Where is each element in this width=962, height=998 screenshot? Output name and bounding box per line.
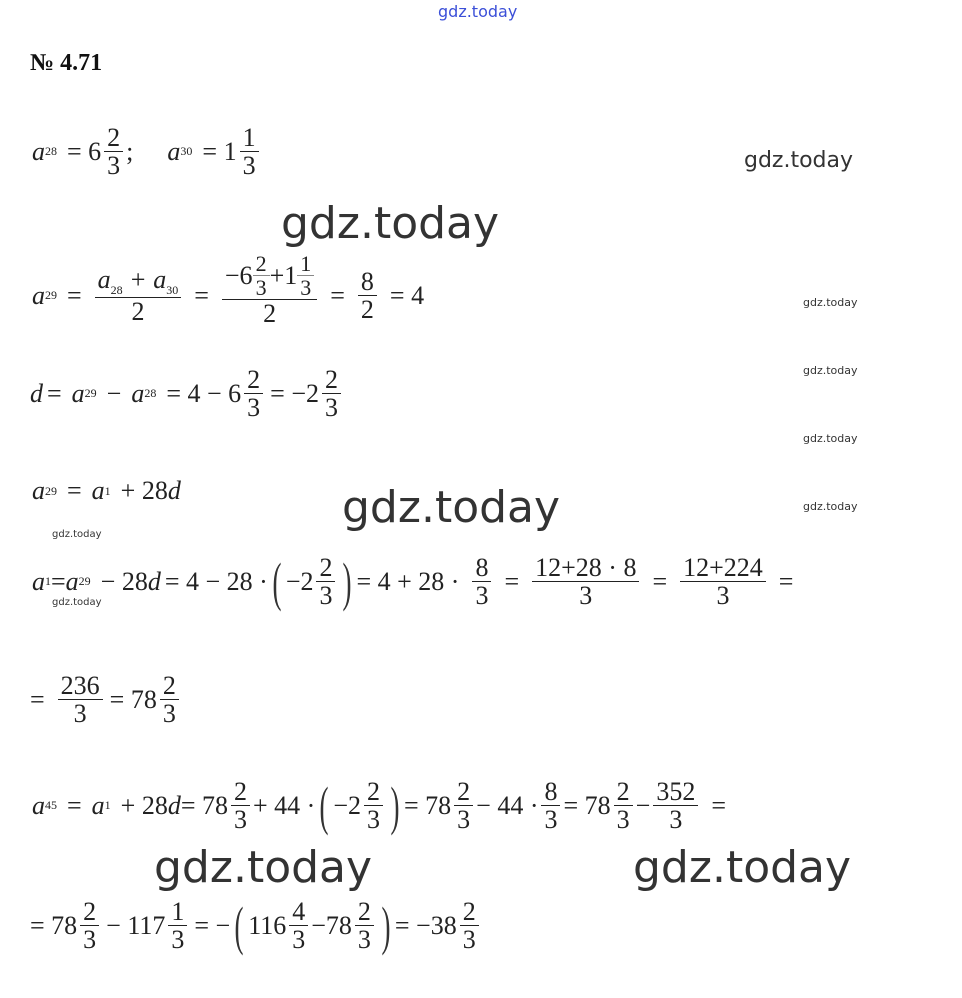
watermark: gdz.today bbox=[744, 148, 854, 173]
text: = 6 bbox=[67, 136, 102, 166]
left-paren: ( bbox=[234, 895, 244, 956]
fraction-denominator: 3 bbox=[669, 805, 683, 835]
text: = 78 bbox=[109, 684, 157, 714]
watermark-top: gdz.today bbox=[438, 2, 518, 21]
fraction-denominator: 3 bbox=[242, 151, 256, 181]
fraction-numerator: 2 bbox=[454, 778, 473, 806]
fraction-denominator: 3 bbox=[73, 699, 87, 729]
var-d: d bbox=[167, 476, 181, 505]
text: 116 bbox=[248, 910, 287, 940]
text: − 117 bbox=[106, 910, 166, 940]
text: = −38 bbox=[394, 910, 457, 940]
equation-line-6 bbox=[30, 672, 182, 728]
text: = 78 bbox=[403, 790, 452, 820]
text: +1 bbox=[269, 260, 298, 290]
text: + 44 · bbox=[253, 790, 316, 820]
watermark: gdz.today bbox=[803, 500, 858, 513]
fraction-denominator: 3 bbox=[716, 581, 730, 611]
fraction-denominator: 3 bbox=[162, 699, 176, 729]
equation-line-2 bbox=[32, 251, 425, 333]
fraction-denominator: 3 bbox=[300, 275, 312, 301]
fraction-denominator: 2 bbox=[131, 296, 145, 326]
fraction-numerator: 12+224 bbox=[680, 554, 766, 582]
text: −2 bbox=[333, 790, 361, 820]
fraction-denominator: 3 bbox=[234, 805, 248, 835]
fraction-numerator: 1 bbox=[168, 898, 187, 926]
text: = bbox=[67, 790, 82, 820]
var-a: a bbox=[131, 378, 145, 408]
fraction-denominator: 3 bbox=[319, 581, 333, 611]
right-paren: ) bbox=[390, 775, 400, 836]
watermark: gdz.today bbox=[52, 529, 102, 540]
subscript: 1 bbox=[104, 483, 111, 498]
fraction-numerator: 1 bbox=[297, 252, 314, 276]
fraction-denominator: 3 bbox=[325, 393, 338, 423]
text: = 4 + 28 · bbox=[356, 566, 460, 596]
fraction-denominator: 3 bbox=[255, 275, 267, 301]
fraction-numerator: 2 bbox=[104, 124, 123, 152]
fraction-numerator: 8 bbox=[472, 554, 491, 582]
text: −6 bbox=[224, 260, 253, 290]
fraction-numerator: 2 bbox=[80, 898, 99, 926]
watermark: gdz.today bbox=[803, 296, 858, 309]
watermark: gdz.today bbox=[803, 364, 858, 377]
subscript: 29 bbox=[45, 483, 57, 498]
fraction-denominator: 3 bbox=[292, 925, 306, 955]
text: = bbox=[51, 566, 66, 596]
subscript: 29 bbox=[84, 386, 97, 401]
fraction-denominator: 3 bbox=[475, 581, 489, 611]
left-paren: ( bbox=[319, 775, 329, 836]
fraction-denominator: 3 bbox=[171, 925, 185, 955]
fraction-numerator: 2 bbox=[355, 898, 374, 926]
fraction-denominator: 3 bbox=[357, 925, 371, 955]
fraction-numerator: 8 bbox=[358, 268, 377, 296]
fraction-denominator: 3 bbox=[367, 805, 380, 835]
text: + 28 bbox=[120, 476, 168, 505]
var-d: d bbox=[147, 566, 161, 596]
var-d: d bbox=[30, 378, 43, 408]
watermark: gdz.today bbox=[342, 482, 561, 533]
var-a: a bbox=[97, 265, 111, 295]
text: = bbox=[652, 566, 668, 596]
fraction-numerator: 2 bbox=[231, 778, 250, 806]
equation-line-5 bbox=[32, 551, 794, 612]
watermark: gdz.today bbox=[281, 198, 500, 249]
text: = 78 bbox=[180, 790, 229, 820]
watermark: gdz.today bbox=[154, 842, 373, 893]
text: = bbox=[778, 566, 794, 596]
subscript: 30 bbox=[180, 144, 193, 159]
text: = bbox=[194, 280, 209, 310]
fraction-numerator: 2 bbox=[244, 366, 263, 394]
text: = − bbox=[194, 910, 231, 940]
text: = 78 bbox=[563, 790, 611, 820]
text: ; bbox=[126, 136, 134, 166]
text: − bbox=[635, 790, 651, 820]
var-a: a bbox=[91, 790, 105, 820]
problem-number: № 4.71 bbox=[30, 50, 103, 76]
text: + a bbox=[129, 265, 167, 295]
fraction-numerator: 12+28 · 8 bbox=[532, 554, 639, 582]
watermark: gdz.today bbox=[52, 597, 102, 608]
text: = bbox=[67, 280, 82, 310]
fraction-denominator: 3 bbox=[544, 805, 558, 835]
var-a: a bbox=[167, 136, 181, 166]
text: −78 bbox=[311, 910, 352, 940]
var-a: a bbox=[32, 280, 45, 310]
subscript: 28 bbox=[45, 144, 57, 159]
fraction-numerator: 2 bbox=[460, 898, 479, 926]
right-paren: ) bbox=[342, 551, 352, 612]
text: = 1 bbox=[202, 136, 237, 166]
fraction-denominator: 3 bbox=[107, 151, 121, 181]
text: = 4 − 6 bbox=[166, 378, 242, 408]
subscript: 30 bbox=[166, 283, 179, 298]
right-paren: ) bbox=[381, 895, 391, 956]
fraction-denominator: 2 bbox=[263, 299, 277, 329]
fraction-numerator: 1 bbox=[240, 124, 259, 152]
equation-line-4 bbox=[32, 476, 181, 506]
fraction-denominator: 3 bbox=[462, 925, 476, 955]
fraction-numerator: 2 bbox=[614, 778, 633, 806]
text: = bbox=[30, 684, 45, 714]
text: = 4 − 28 · bbox=[164, 566, 268, 596]
var-a: a bbox=[32, 566, 45, 596]
watermark: gdz.today bbox=[803, 432, 858, 445]
text: = 78 bbox=[30, 910, 78, 940]
equation-line-3 bbox=[30, 366, 344, 422]
subscript: 1 bbox=[45, 574, 51, 589]
fraction-numerator: 8 bbox=[541, 778, 560, 806]
left-paren: ( bbox=[272, 551, 282, 612]
fraction-numerator: 352 bbox=[653, 778, 698, 806]
fraction-numerator: 4 bbox=[289, 898, 308, 926]
fraction-denominator: 3 bbox=[457, 805, 471, 835]
text: = bbox=[504, 566, 520, 596]
subscript: 29 bbox=[45, 288, 57, 303]
fraction-denominator: 3 bbox=[83, 925, 97, 955]
var-a: a bbox=[71, 378, 85, 408]
text: − 44 · bbox=[476, 790, 539, 820]
text: = bbox=[67, 476, 82, 505]
fraction-denominator: 3 bbox=[579, 581, 593, 611]
fraction-numerator: 2 bbox=[316, 554, 335, 582]
text: = 4 bbox=[389, 280, 425, 310]
var-a: a bbox=[91, 476, 105, 505]
watermark: gdz.today bbox=[633, 842, 852, 893]
text: − 28 bbox=[100, 566, 148, 596]
text: = bbox=[711, 790, 726, 820]
var-a: a bbox=[32, 476, 45, 505]
subscript: 28 bbox=[110, 283, 123, 298]
var-d: d bbox=[167, 790, 181, 820]
subscript: 29 bbox=[78, 574, 91, 589]
var-a: a bbox=[32, 790, 45, 820]
text: −2 bbox=[285, 566, 314, 596]
var-a: a bbox=[65, 566, 79, 596]
subscript: 45 bbox=[45, 798, 57, 813]
equation-line-7 bbox=[32, 775, 726, 836]
fraction-numerator: 2 bbox=[322, 366, 341, 394]
fraction-numerator: 2 bbox=[364, 778, 383, 806]
var-a: a bbox=[32, 136, 45, 166]
text: − bbox=[106, 378, 122, 408]
fraction-denominator: 2 bbox=[360, 295, 374, 325]
text: = −2 bbox=[270, 378, 319, 408]
fraction-numerator: 2 bbox=[253, 252, 270, 276]
fraction-numerator: 236 bbox=[58, 672, 103, 700]
subscript: 28 bbox=[144, 386, 157, 401]
fraction-denominator: 3 bbox=[247, 393, 261, 423]
fraction-numerator bbox=[222, 252, 317, 300]
equation-line-8 bbox=[30, 895, 482, 956]
fraction-numerator: 2 bbox=[160, 672, 179, 700]
text: = bbox=[330, 280, 345, 310]
equation-line-1 bbox=[32, 124, 262, 180]
fraction-denominator: 3 bbox=[616, 805, 630, 835]
text: + 28 bbox=[120, 790, 168, 820]
subscript: 1 bbox=[104, 798, 111, 813]
text: = bbox=[47, 378, 62, 408]
